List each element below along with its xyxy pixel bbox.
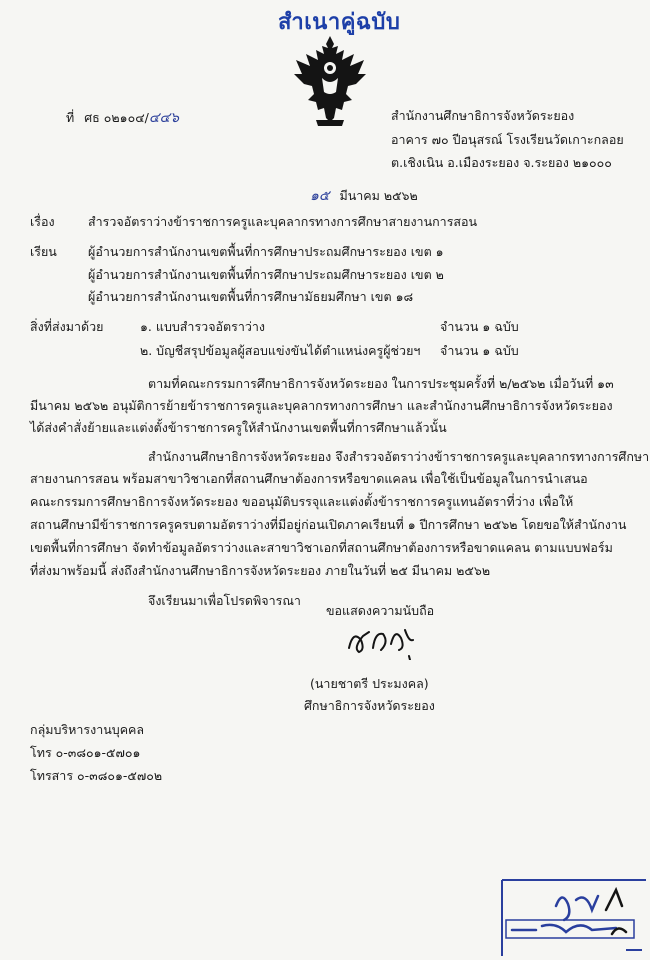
- subject-text: สำรวจอัตราว่างข้าราชการครูและบุคลากรทางการศึกษาสายงานการสอน: [88, 214, 478, 229]
- paragraph-1-line-3: ได้ส่งคำสั่งย้ายและแต่งตั้งข้าราชการครูให้สำนักงานเขตพื้นที่การศึกษาแล้วนั้น: [30, 420, 447, 435]
- paragraph-2-line-4: สถานศึกษามีข้าราชการครูครบตามอัตราว่างที่มีอยู่ก่อนเปิดภาคเรียนที่ ๑ ปีการศึกษา ๒๕๖๒ โดยขอให้สำนักงาน: [30, 517, 627, 532]
- enclosure-qty-2: จำนวน ๑ ฉบับ: [440, 343, 519, 358]
- paragraph-1-line-1: ตามที่คณะกรรมการศึกษาธิการจังหวัดระยอง ในการประชุมครั้งที่ ๒/๒๕๖๒ เมื่อวันที่ ๑๓: [148, 376, 614, 391]
- issuer-line-2: อาคาร ๗๐ ปีอนุสรณ์ โรงเรียนวัดเกาะกลอย: [391, 132, 624, 147]
- signature-scribble-icon: [343, 618, 423, 660]
- recipient-line-2: ผู้อำนวยการสำนักงานเขตพื้นที่การศึกษาประถมศึกษาระยอง เขต ๒: [88, 267, 444, 282]
- enclosure-qty-1: จำนวน ๑ ฉบับ: [440, 319, 519, 334]
- paragraph-2-line-3: คณะกรรมการศึกษาธิการจังหวัดระยอง ขออนุมัติบรรจุและแต่งตั้งข้าราชการครูแทนอัตราที่ว่าง เพื่อให้: [30, 494, 574, 509]
- date-day-handwritten: ๑๕: [310, 188, 330, 204]
- closing-line: จึงเรียนมาเพื่อโปรดพิจารณา: [148, 593, 301, 608]
- paragraph-2-line-6: ที่ส่งมาพร้อมนี้ ส่งถึงสำนักงานศึกษาธิการจังหวัดระยอง ภายในวันที่ ๒๕ มีนาคม ๒๕๖๒: [30, 563, 491, 578]
- subject-label: เรื่อง: [30, 214, 55, 229]
- approval-stamp-icon: [496, 870, 646, 956]
- recipient-line-1: ผู้อำนวยการสำนักงานเขตพื้นที่การศึกษาประถมศึกษาระยอง เขต ๑: [88, 244, 444, 259]
- fax-number: โทรสาร ๐-๓๘๐๑-๕๗๐๒: [30, 768, 163, 783]
- paragraph-2-line-2: สายงานการสอน พร้อมสาขาวิชาเอกที่สถานศึกษาต้องการหรือขาดแคลน เพื่อใช้เป็นข้อมูลในการนำเสนอ: [30, 471, 588, 486]
- recipient-label: เรียน: [30, 244, 57, 259]
- paragraph-2-line-5: เขตพื้นที่การศึกษา จัดทำข้อมูลอัตราว่างและสาขาวิชาเอกที่สถานศึกษาต้องการหรือขาดแคลน ตามแบบฟอร์ม: [30, 540, 613, 555]
- reference-handwritten: ๔๔๖: [148, 110, 179, 126]
- issuer-line-3: ต.เชิงเนิน อ.เมืองระยอง จ.ระยอง ๒๑๐๐๐: [391, 155, 612, 170]
- enclosure-item-2: ๒. บัญชีสรุปข้อมูลผู้สอบแข่งขันได้ตำแหน่งครูผู้ช่วยฯ: [140, 343, 421, 358]
- issuer-line-1: สำนักงานศึกษาธิการจังหวัดระยอง: [391, 108, 575, 123]
- regards-line: ขอแสดงความนับถือ: [326, 603, 435, 618]
- recipient-line-3: ผู้อำนวยการสำนักงานเขตพื้นที่การศึกษามัธยมศึกษา เขต ๑๘: [88, 289, 414, 304]
- paragraph-1-line-2: มีนาคม ๒๕๖๒ อนุมัติการย้ายข้าราชการครูและบุคลากรทางการศึกษา และสำนักงานศึกษาธิการจังหวัดระยอง: [30, 398, 613, 413]
- phone-number: โทร ๐-๓๘๐๑-๕๗๐๑: [30, 745, 141, 760]
- enclosure-label: สิ่งที่ส่งมาด้วย: [30, 319, 104, 334]
- reference-number: ที่ ศธ ๐๒๑๐๔/๔๔๖: [66, 110, 179, 126]
- signer-title: ศึกษาธิการจังหวัดระยอง: [304, 698, 435, 713]
- garuda-emblem-icon: [292, 34, 368, 130]
- copy-stamp: สำเนาคู่ฉบับ: [278, 10, 401, 35]
- paragraph-2-line-1: สำนักงานศึกษาธิการจังหวัดระยอง จึงสำรวจอัตราว่างข้าราชการครูและบุคลากรทางการศึกษา: [148, 449, 650, 464]
- signer-name: (นายชาตรี ประมงคล): [310, 676, 429, 691]
- enclosure-item-1: ๑. แบบสำรวจอัตราว่าง: [140, 319, 266, 334]
- letter-date: ๑๕ มีนาคม ๒๕๖๒: [310, 188, 418, 204]
- department-name: กลุ่มบริหารงานบุคคล: [30, 722, 145, 737]
